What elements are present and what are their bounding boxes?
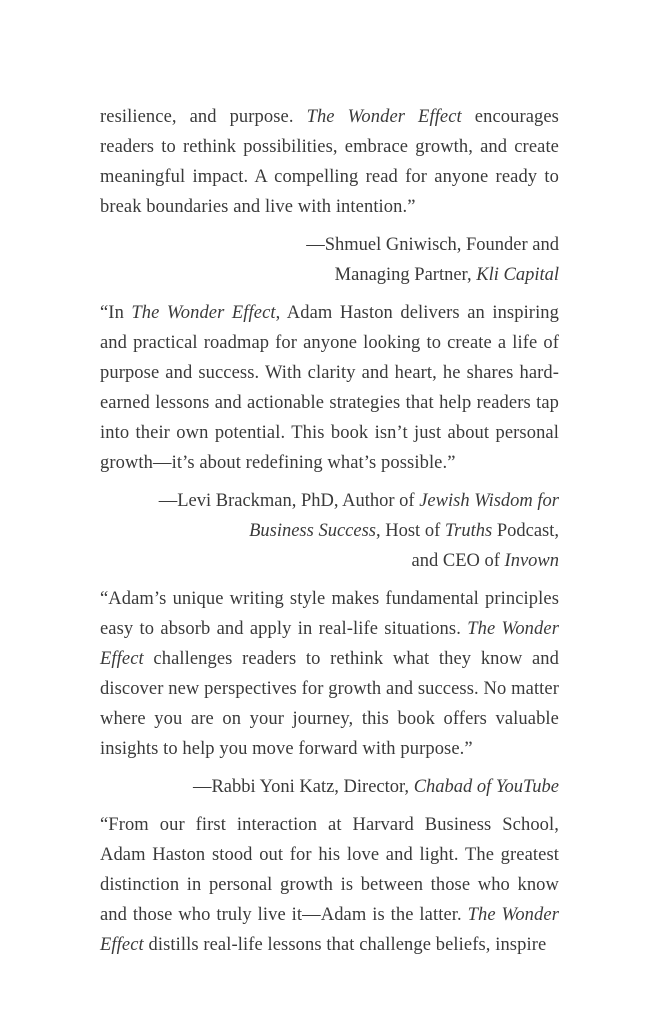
attribution xyxy=(100,230,559,290)
text-run: “From our first interaction at Harvard Business School, Adam Haston stood out for his love and light. The greatest distinction in personal growth is between those who know and those who truly live it—Adam is the latter. xyxy=(100,815,559,925)
text-run: “Adam’s unique writing style makes fundamental principles easy to absorb and apply in real-life situations. xyxy=(100,589,559,639)
endorsement-paragraph xyxy=(100,102,559,222)
text-run: challenges readers to rethink what they know and discover new perspectives for growth and success. No matter where you are on your journey, this book offers valuable insights to help you move forward with purpose.” xyxy=(100,649,559,759)
text-run: “In xyxy=(100,303,132,323)
endorsement-paragraph xyxy=(100,584,559,764)
italic-book-title: The Wonder Effect xyxy=(100,619,559,669)
attribution-line xyxy=(100,772,559,802)
text-run: distills real-life lessons that challenge beliefs, inspire xyxy=(143,935,547,955)
attribution xyxy=(100,772,559,802)
text-run: —Rabbi Yoni Katz, Director, xyxy=(192,777,414,797)
attribution-line xyxy=(100,230,559,260)
text-run: and CEO of xyxy=(411,551,505,571)
italic-title: Truths xyxy=(444,521,493,541)
endorsement-paragraph xyxy=(100,810,559,960)
italic-title: Kli Capital xyxy=(476,265,559,285)
attribution-line xyxy=(100,516,559,546)
attribution-line xyxy=(100,486,559,516)
italic-title: Invown xyxy=(504,551,559,571)
attribution xyxy=(100,486,559,576)
italic-title: Chabad of YouTube xyxy=(413,777,559,797)
italic-book-title: The Wonder Effect xyxy=(306,107,462,127)
text-run: —Levi Brackman, PhD, Author of xyxy=(158,491,420,511)
endorsement-paragraph xyxy=(100,298,559,478)
text-run: Managing Partner, xyxy=(334,265,477,285)
text-run: , Adam Haston delivers an inspiring and practical roadmap for anyone looking to create a life of purpose and success. With clarity and heart, he shares hard-earned lessons and actionable strategies that help readers tap into their own potential. This book isn’t just about personal growth—it’s about redefining what’s possible.” xyxy=(100,303,560,473)
italic-book-title: The Wonder Effect xyxy=(131,303,276,323)
italic-title: Jewish Wisdom for xyxy=(419,491,559,511)
italic-book-title: The Wonder Effect xyxy=(100,905,559,955)
text-run: —Shmuel Gniwisch, Founder and xyxy=(306,235,559,255)
italic-title: Business Success xyxy=(249,521,376,541)
attribution-line xyxy=(100,260,559,290)
text-run: encourages readers to rethink possibilities, embrace growth, and create meaningful impact. A compelling read for anyone ready to break boundaries and live with intention.” xyxy=(100,107,559,217)
text-run: Podcast, xyxy=(492,521,559,541)
endorsements-text-block xyxy=(100,102,559,960)
text-run: resilience, and purpose. xyxy=(100,107,307,127)
text-run: , Host of xyxy=(376,521,445,541)
attribution-line xyxy=(100,546,559,576)
